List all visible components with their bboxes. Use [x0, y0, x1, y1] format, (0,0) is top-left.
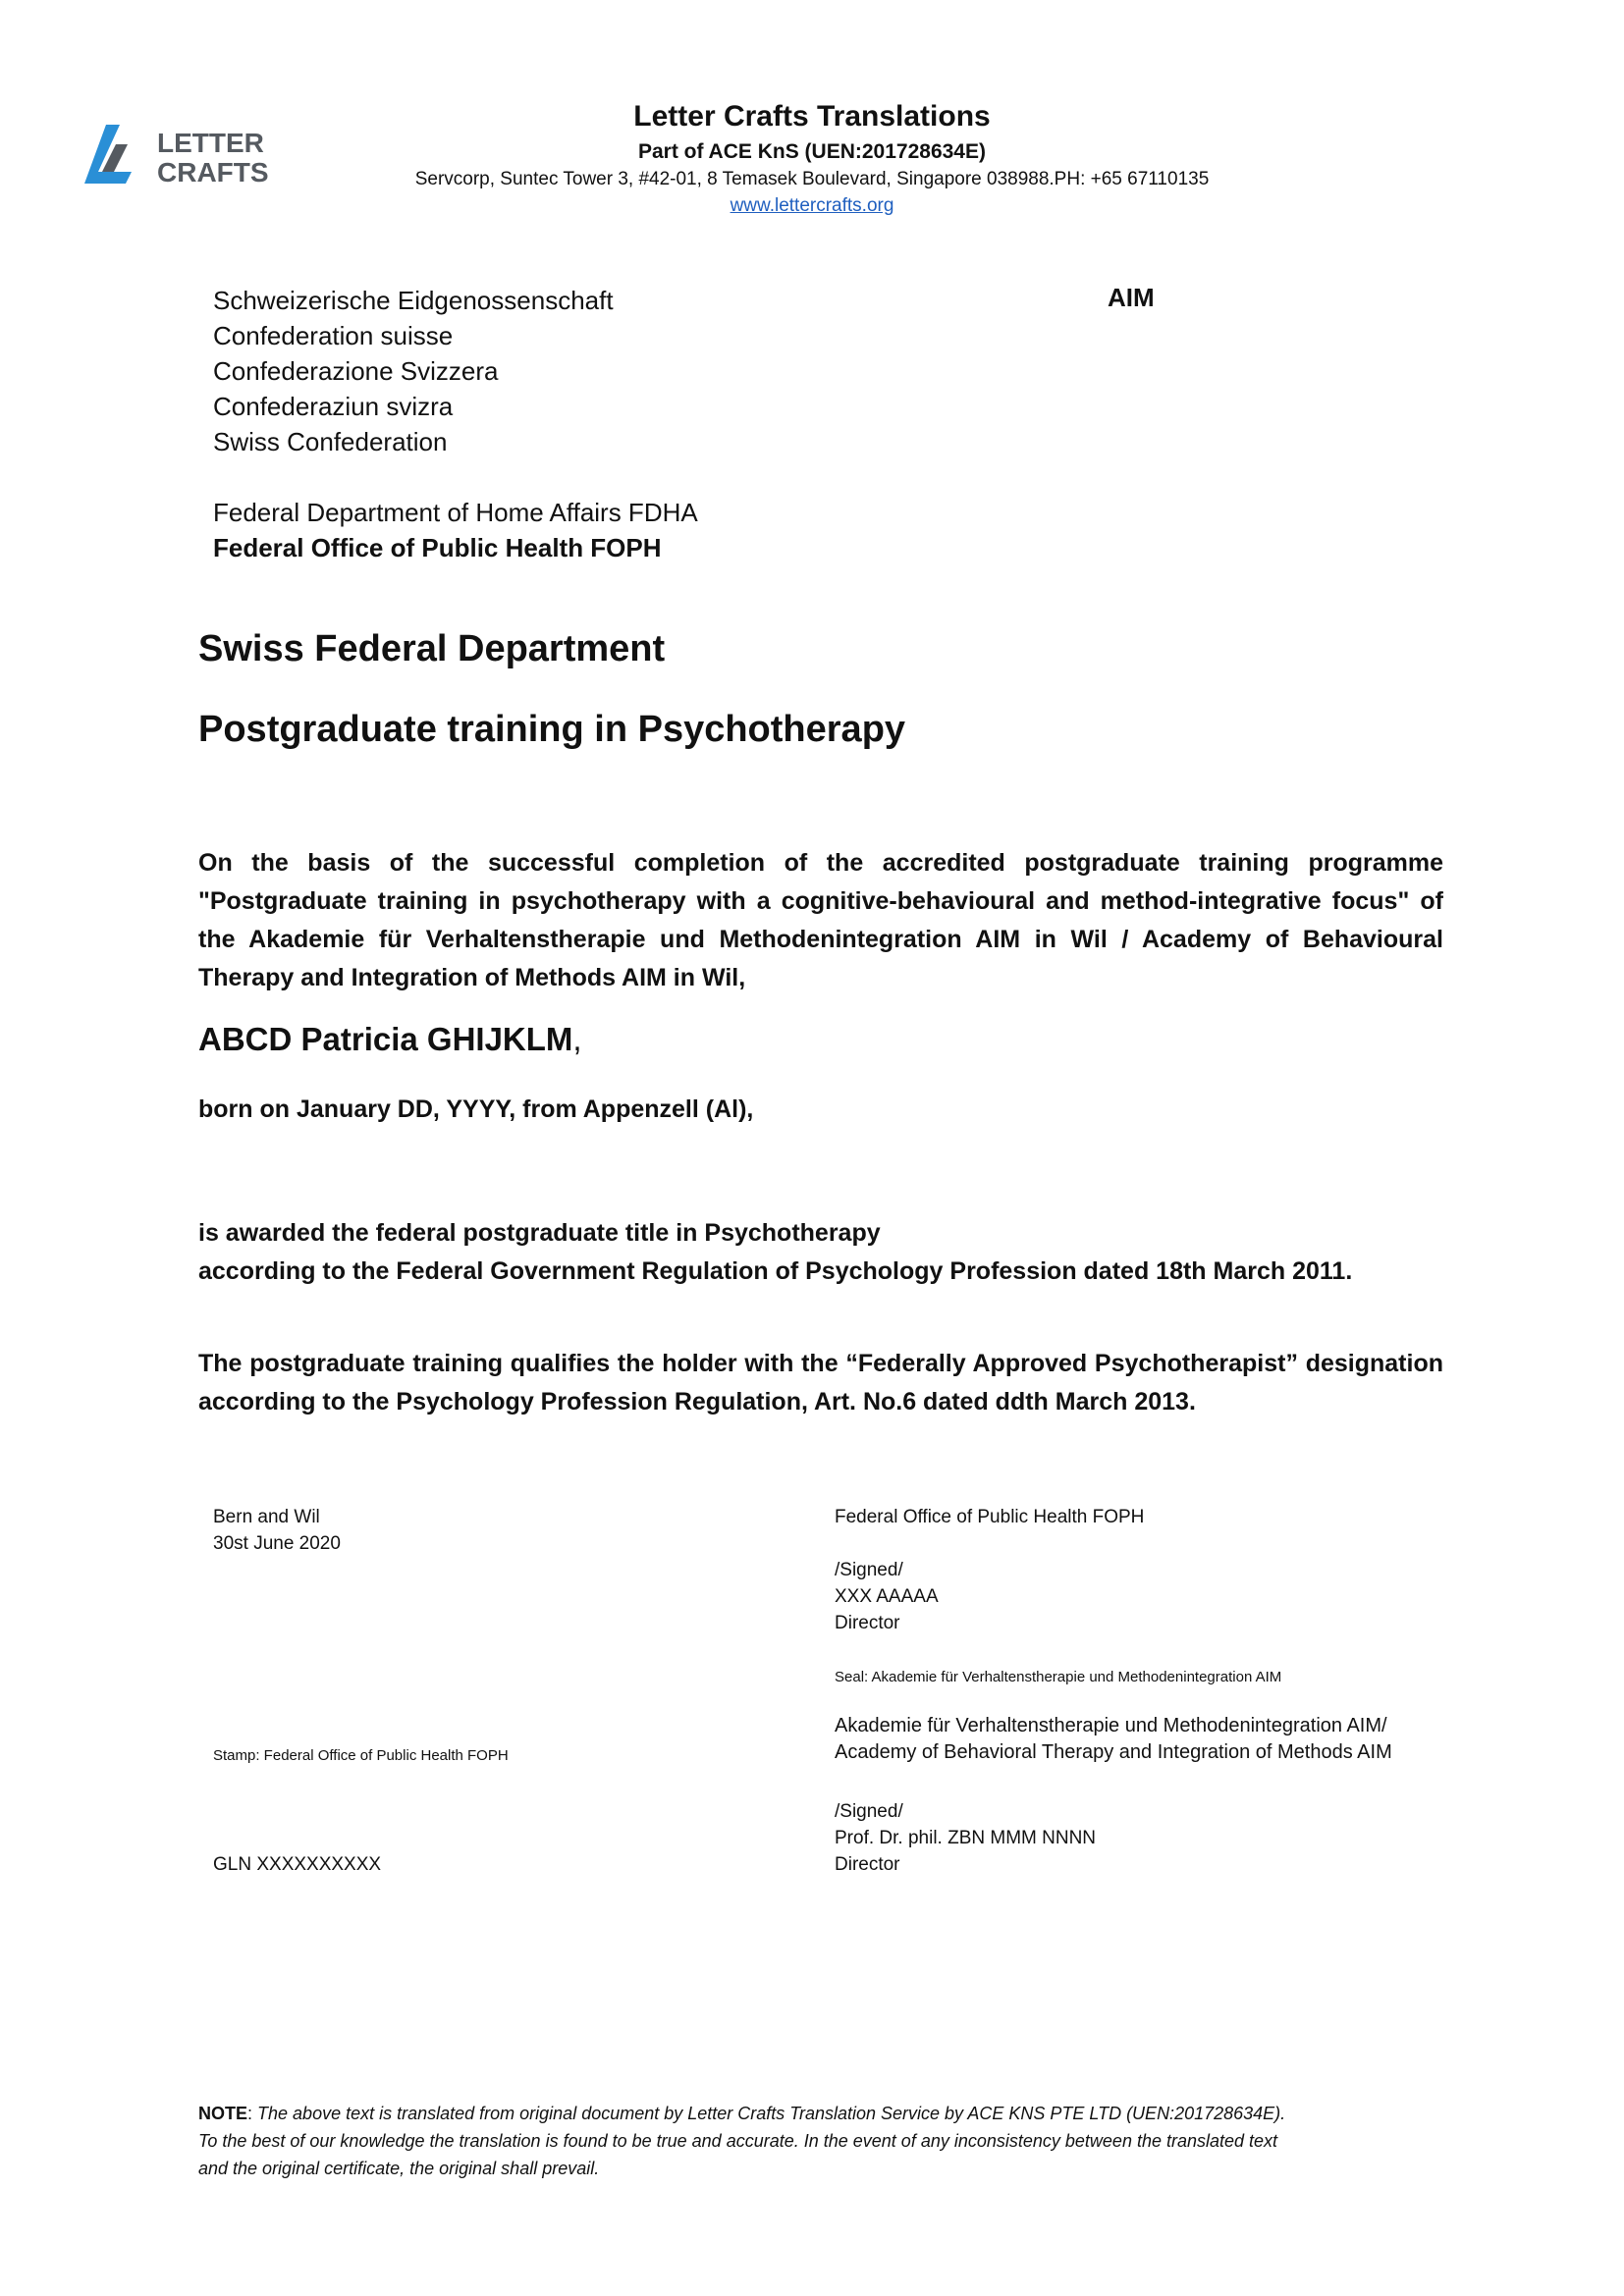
signer-role: Director: [835, 1854, 900, 1875]
holder-name-line: [198, 1021, 582, 1058]
academy-name-de: Akademie für Verhaltenstherapie und Methodenintegration AIM/: [835, 1715, 1387, 1736]
signed-marker: /Signed/: [835, 1801, 903, 1822]
office-name: Federal Office of Public Health FOPH: [213, 533, 662, 562]
note-line: and the original certificate, the original shall prevail.: [198, 2159, 600, 2178]
award-paragraph: [198, 1214, 1443, 1291]
academy-signer-block: [835, 1798, 1096, 1878]
company-address: Servcorp, Suntec Tower 3, #42-01, 8 Temasek Boulevard, Singapore 038988.PH: +65 67110135: [414, 169, 1210, 189]
academy-signature-block: [835, 1713, 1392, 1766]
company-website: [0, 195, 1624, 217]
foph-name: Federal Office of Public Health FOPH: [835, 1507, 1145, 1527]
company-title: Letter Crafts Translations: [633, 100, 991, 133]
signed-marker: /Signed/: [835, 1560, 903, 1580]
website-link[interactable]: www.lettercrafts.org: [730, 195, 894, 216]
birth-details: born on January DD, YYYY, from Appenzell (Al),: [198, 1095, 754, 1123]
confederation-line: Confederation suisse: [213, 321, 454, 350]
academy-name-en: Academy of Behavioral Therapy and Integration of Methods AIM: [835, 1741, 1392, 1763]
seal-note: Seal: Akademie für Verhaltenstherapie und Methodenintegration AIM: [835, 1669, 1282, 1685]
confederation-names: [213, 283, 614, 459]
signer-name: XXX AAAAA: [835, 1586, 939, 1607]
translation-note: [198, 2100, 1475, 2182]
holder-name: ABCD Patricia GHIJKLM: [198, 1021, 573, 1057]
award-regulation-line: according to the Federal Government Regulation of Psychology Profession dated 18th March 2011.: [198, 1257, 1353, 1285]
signer-role: Director: [835, 1613, 900, 1633]
holder-name-comma: ,: [572, 1021, 582, 1057]
aim-label: AIM: [1108, 283, 1155, 312]
heading-training: Postgraduate training in Psychotherapy: [198, 709, 906, 750]
heading-department: Swiss Federal Department: [198, 628, 666, 669]
gln-number: GLN XXXXXXXXXX: [213, 1854, 382, 1875]
confederation-line: Confederazione Svizzera: [213, 356, 499, 386]
note-line: The above text is translated from original document by Letter Crafts Translation Service by ACE KNS PTE LTD (UEN:201728634E).: [257, 2104, 1286, 2123]
department-name: Federal Department of Home Affairs FDHA: [213, 498, 698, 527]
note-separator: :: [247, 2104, 258, 2123]
company-subtitle: Part of ACE KnS (UEN:201728634E): [637, 140, 986, 163]
confederation-line: Schweizerische Eidgenossenschaft: [213, 286, 614, 315]
confederation-line: Confederaziun svizra: [213, 392, 454, 421]
stamp-note: Stamp: Federal Office of Public Health FOPH: [213, 1747, 509, 1764]
logo-text-crafts: CRAFTS: [157, 157, 269, 187]
confederation-line: Swiss Confederation: [213, 427, 448, 456]
award-line: is awarded the federal postgraduate title in Psychotherapy: [198, 1219, 881, 1247]
logo-text-letter: LETTER: [157, 128, 264, 158]
place: Bern and Wil: [213, 1507, 320, 1527]
note-label: NOTE: [198, 2104, 248, 2123]
signer-name: Prof. Dr. phil. ZBN MMM NNNN: [835, 1828, 1097, 1848]
issue-date: 30st June 2020: [213, 1533, 341, 1554]
department-block: [213, 495, 698, 565]
note-line: To the best of our knowledge the translation is found to be true and accurate. In the event of any inconsistency between the translated text: [198, 2131, 1278, 2151]
basis-paragraph: On the basis of the successful completion of the accredited postgraduate training programme "Postgraduate training in psychotherapy with a cognitive-behavioural and method-integrative focus" of the Akademie für Verhaltenstherapie und Methodenintegration AIM in Wil / Academy of Behavioural Therapy and Integration of Methods AIM in Wil,: [198, 849, 1443, 991]
foph-signature-block: [835, 1504, 1144, 1636]
qualification-paragraph: The postgraduate training qualifies the holder with the “Federally Approved Psychotherapist” designation according to the Psychology Profession Regulation, Art. No.6 dated ddth March 2013.: [198, 1350, 1443, 1415]
place-date-block: [213, 1504, 341, 1557]
